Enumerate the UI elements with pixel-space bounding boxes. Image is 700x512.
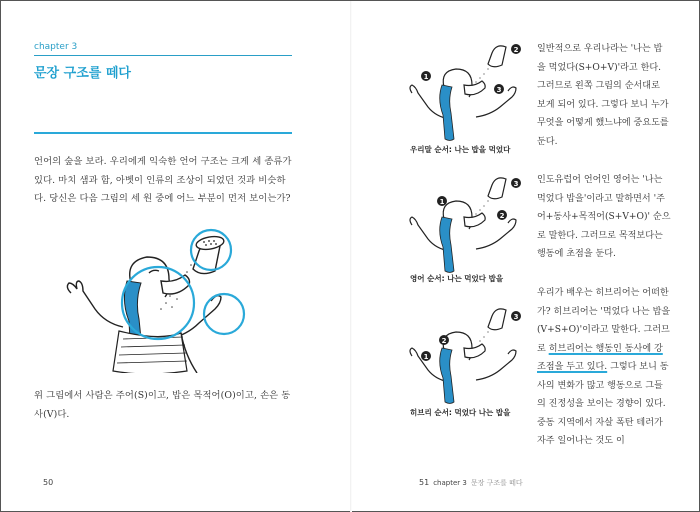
chapter-title: 문장 구조를 떼다	[34, 66, 131, 81]
marker-1: 1	[423, 353, 429, 361]
right-paragraph-2: 인도유럽어 언어인 영어는 '나는 먹었다 밥을'이라고 말하면서 '주어+동사+목적어(S+V+O)' 순으로 말한다. 그러므로 목적보다는 행동에 초점을 둔다.	[537, 175, 671, 259]
highlighted-sentence: 히브리어는 행동인 동사에 강조점을 두고 있다.	[537, 343, 663, 372]
right-paragraph-1: 일반적으로 우리나라는 '나는 밥을 먹었다(S+O+V)'라고 한다. 그러므로 왼쪽 그림의 순서대로 보게 되어 있다. 그렇다 보니 누가 무엇을 어떻게 했느냐에 중요도를 둔다.	[537, 44, 669, 147]
left-paragraph-2: 위 그림에서 사람은 주어(S)이고, 밥은 목적어(O)이고, 손은 동사(V)다.	[34, 390, 291, 420]
right-page-number: 51	[419, 478, 430, 487]
marker-1: 1	[439, 198, 445, 206]
marker-2: 2	[513, 46, 519, 54]
marker-1: 1	[423, 73, 429, 81]
caption-hebrew-order: 히브리 순서: 먹었다 나는 밥을	[410, 408, 511, 417]
right-paragraph-3	[537, 284, 671, 451]
right-page-footer	[419, 478, 523, 488]
paragraph-3-before: 우리가 배우는 히브리어는 어떠한가? 히브리어는 '먹었다 나는 밥을(V+S+O)'이라고 말한다. 그러므로	[537, 288, 671, 354]
marker-2: 2	[499, 212, 505, 220]
figure-korean-order	[404, 41, 524, 141]
marker-2: 2	[441, 337, 447, 345]
paragraph-3-after: 그렇다 보니 동사의 변화가 많고 행동으로 그들의 진정성을 보이는 경향이 있다. 중동 지역에서 자살 폭탄 테러가 자주 일어나는 것도 이	[537, 362, 669, 446]
left-page-number: 50	[43, 478, 54, 487]
footer-title: 문장 구조를 떼다	[470, 479, 523, 487]
main-illustration	[61, 223, 261, 373]
caption-english-order: 영어 순서: 나는 먹었다 밥을	[410, 274, 504, 283]
caption-korean-order: 우리말 순서: 나는 밥을 먹었다	[410, 145, 511, 154]
chapter-rule	[34, 55, 292, 56]
left-paragraph-1: 언어의 숲을 보라. 우리에게 익숙한 언어 구조는 크게 세 종류가 있다. 마치 샘과 함, 아벳이 인류의 조상이 되었던 것과 비슷하다. 당신은 다음 그림의 세 원 중에 어느 부분이 먼저 보이는가?	[34, 156, 292, 204]
chapter-label: chapter 3	[34, 42, 78, 52]
figure-english-order	[404, 173, 524, 273]
marker-3: 3	[496, 86, 502, 94]
marker-3: 3	[513, 180, 519, 188]
figure-hebrew-order	[404, 304, 524, 404]
section-divider	[34, 132, 292, 134]
spine-gutter	[350, 1, 352, 512]
footer-chapter: chapter 3	[433, 479, 467, 487]
marker-3: 3	[513, 313, 519, 321]
